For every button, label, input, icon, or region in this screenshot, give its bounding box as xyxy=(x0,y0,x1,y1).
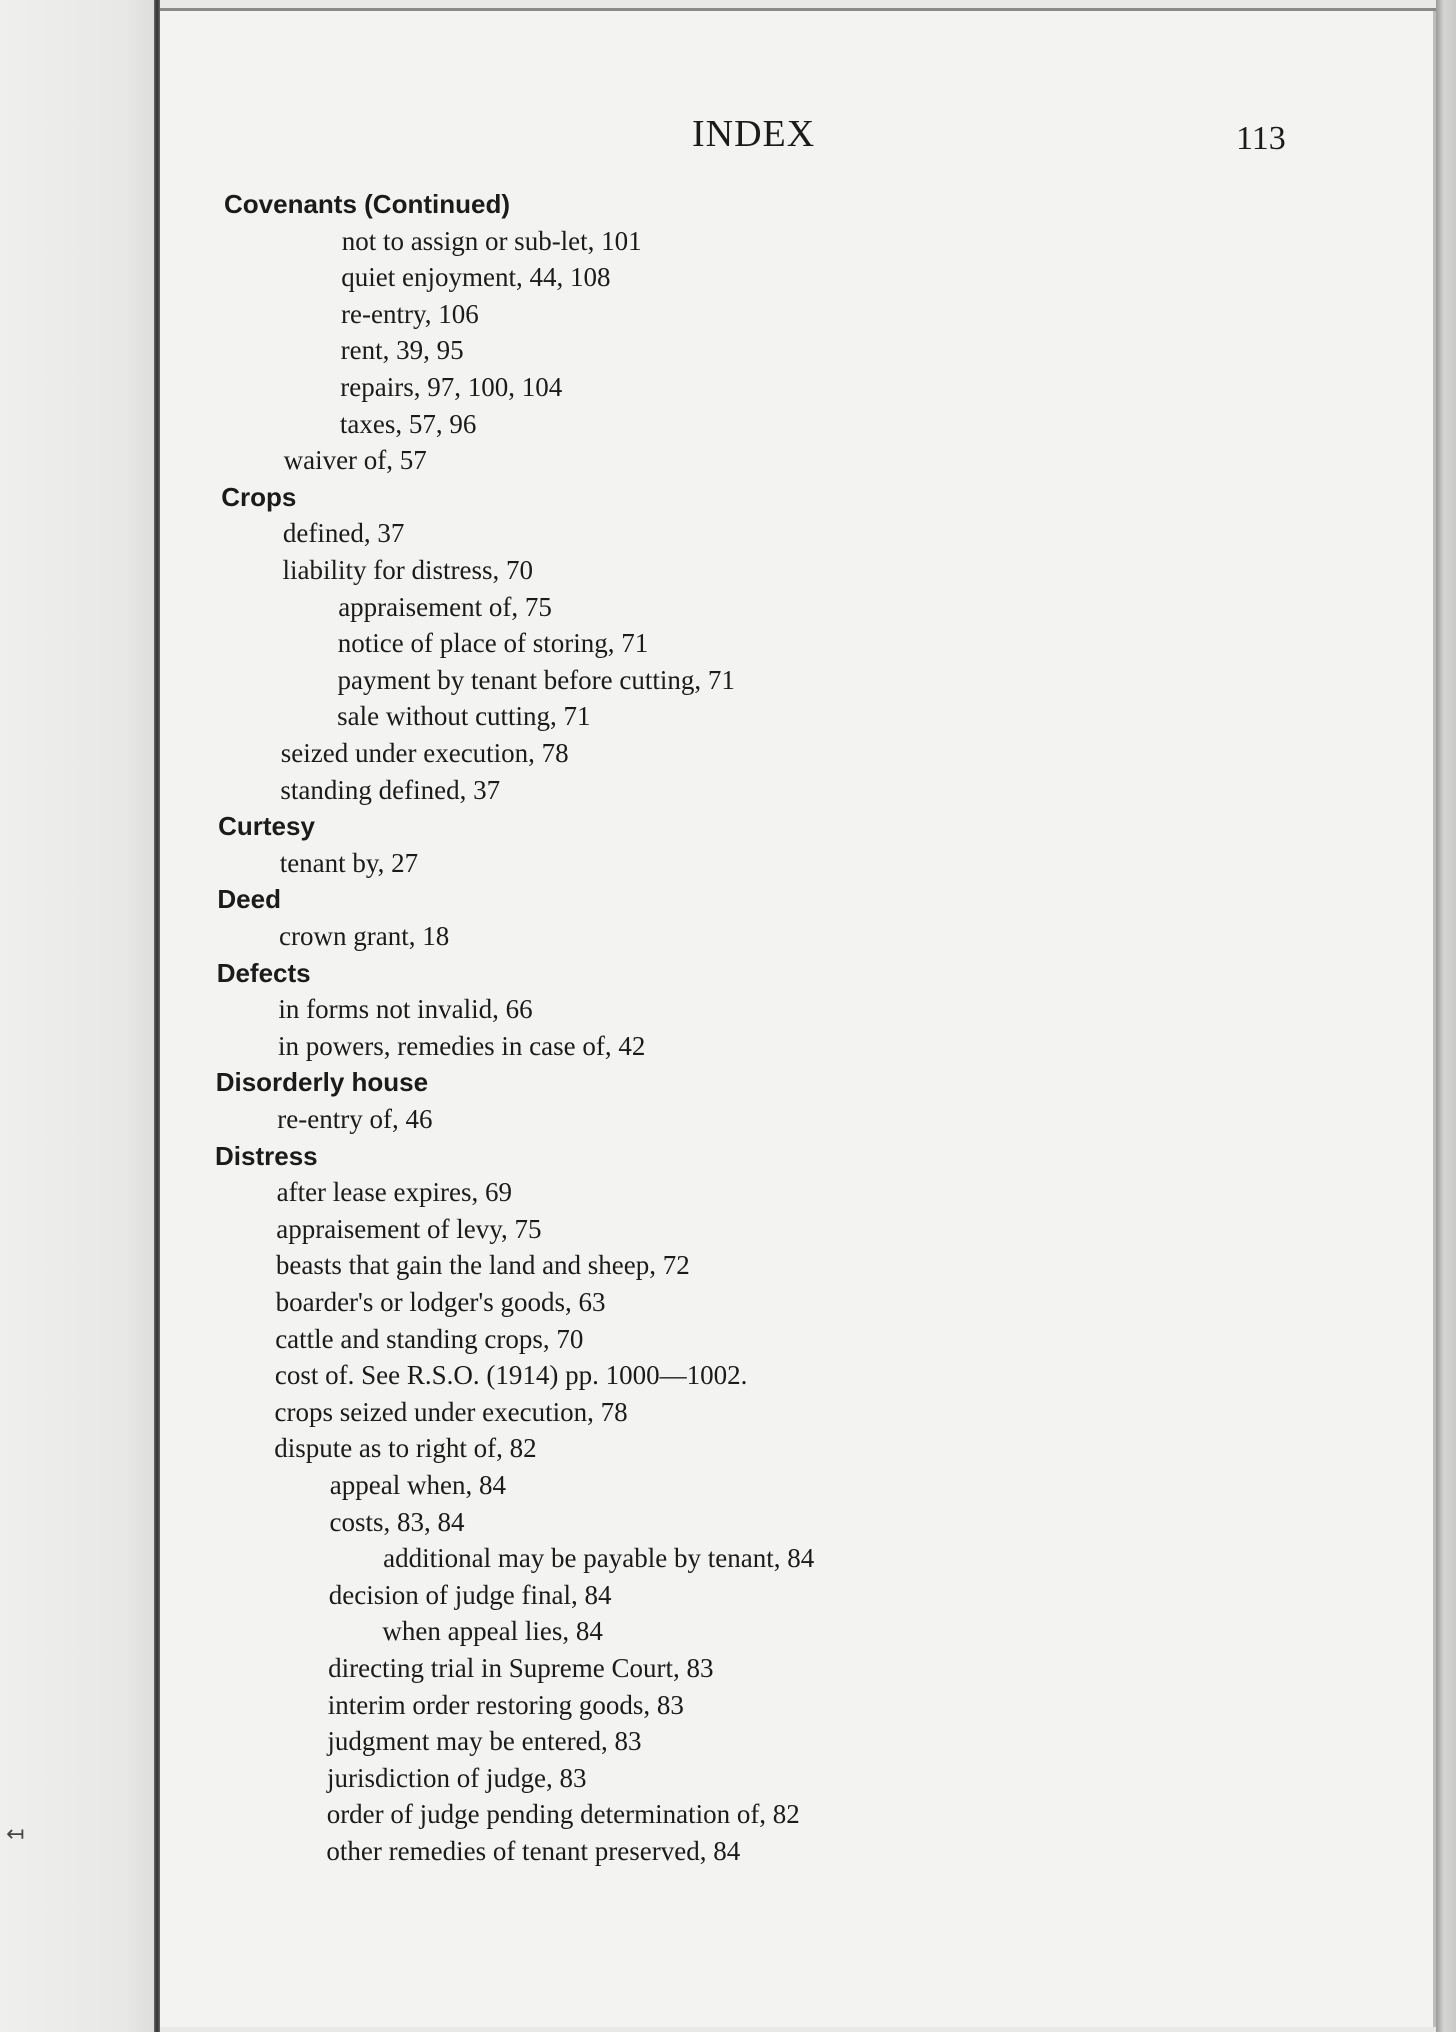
index-subentry: taxes, 57, 96 xyxy=(339,408,477,439)
index-heading: Disorderly house xyxy=(215,1067,429,1098)
index-subentry: cost of. See R.S.O. (1914) pp. 1000—1002. xyxy=(274,1360,748,1391)
index-subentry: costs, 83, 84 xyxy=(329,1506,465,1537)
index-subentry: standing defined, 37 xyxy=(280,774,501,805)
index-subentry: repairs, 97, 100, 104 xyxy=(340,372,563,402)
running-head: INDEX xyxy=(692,113,816,155)
index-subentry: after lease expires, 69 xyxy=(276,1177,512,1208)
index-subentry: re-entry, 106 xyxy=(341,298,479,329)
scan-mark: ↤ xyxy=(6,1822,25,1847)
index-subentry: beasts that gain the land and sheep, 72 xyxy=(275,1250,690,1281)
index-subentry: defined, 37 xyxy=(282,518,405,549)
index-subentry: payment by tenant before cutting, 71 xyxy=(337,664,735,695)
index-subentry: waiver of, 57 xyxy=(283,445,427,476)
index-subentry: notice of place of storing, 71 xyxy=(337,628,649,659)
index-subentry: not to assign or sub-let, 101 xyxy=(341,225,642,256)
index-subentry: directing trial in Supreme Court, 83 xyxy=(328,1653,714,1683)
index-subentry: when appeal lies, 84 xyxy=(382,1616,603,1647)
index-subentry: liability for distress, 70 xyxy=(282,555,533,585)
index-heading: Distress xyxy=(215,1140,318,1171)
index-subentry: additional may be payable by tenant, 84 xyxy=(383,1543,815,1574)
index-subentry: judgment may be entered, 83 xyxy=(327,1726,642,1757)
index-subentry: order of judge pending determination of, 82 xyxy=(326,1799,800,1830)
index-heading: Crops xyxy=(221,481,297,512)
index-subentry: rent, 39, 95 xyxy=(340,335,464,366)
index-subentry: interim order restoring goods, 83 xyxy=(327,1689,684,1720)
index-subentry: decision of judge final, 84 xyxy=(328,1579,612,1610)
index-subentry: tenant by, 27 xyxy=(279,847,419,878)
index-subentry: in powers, remedies in case of, 42 xyxy=(278,1030,646,1061)
page-number: 113 xyxy=(1236,120,1286,157)
index-subentry: cattle and standing crops, 70 xyxy=(275,1323,584,1354)
index-subentry: crown grant, 18 xyxy=(279,921,450,951)
index-heading: Curtesy xyxy=(218,811,315,842)
index-subentry: appraisement of, 75 xyxy=(338,591,552,622)
index-subentry: dispute as to right of, 82 xyxy=(274,1433,537,1464)
index-subentry: appraisement of levy, 75 xyxy=(276,1213,542,1244)
index-subentry: jurisdiction of judge, 83 xyxy=(327,1762,587,1793)
index-subentry: in forms not invalid, 66 xyxy=(278,994,533,1025)
index-subentry: appeal when, 84 xyxy=(329,1470,506,1500)
index-subentry: seized under execution, 78 xyxy=(280,738,569,768)
index-subentry: crops seized under execution, 78 xyxy=(274,1396,628,1427)
index-heading: Defects xyxy=(216,957,311,988)
index-subentry: boarder's or lodger's goods, 63 xyxy=(275,1287,606,1317)
index-subentry: sale without cutting, 71 xyxy=(337,701,591,732)
index-heading: Deed xyxy=(217,884,281,915)
index-subentry: quiet enjoyment, 44, 108 xyxy=(341,262,611,293)
index-subentry: re-entry of, 46 xyxy=(277,1104,433,1134)
index-subentry: other remedies of tenant preserved, 84 xyxy=(326,1836,741,1866)
index-heading: Covenants (Continued) xyxy=(224,189,510,219)
